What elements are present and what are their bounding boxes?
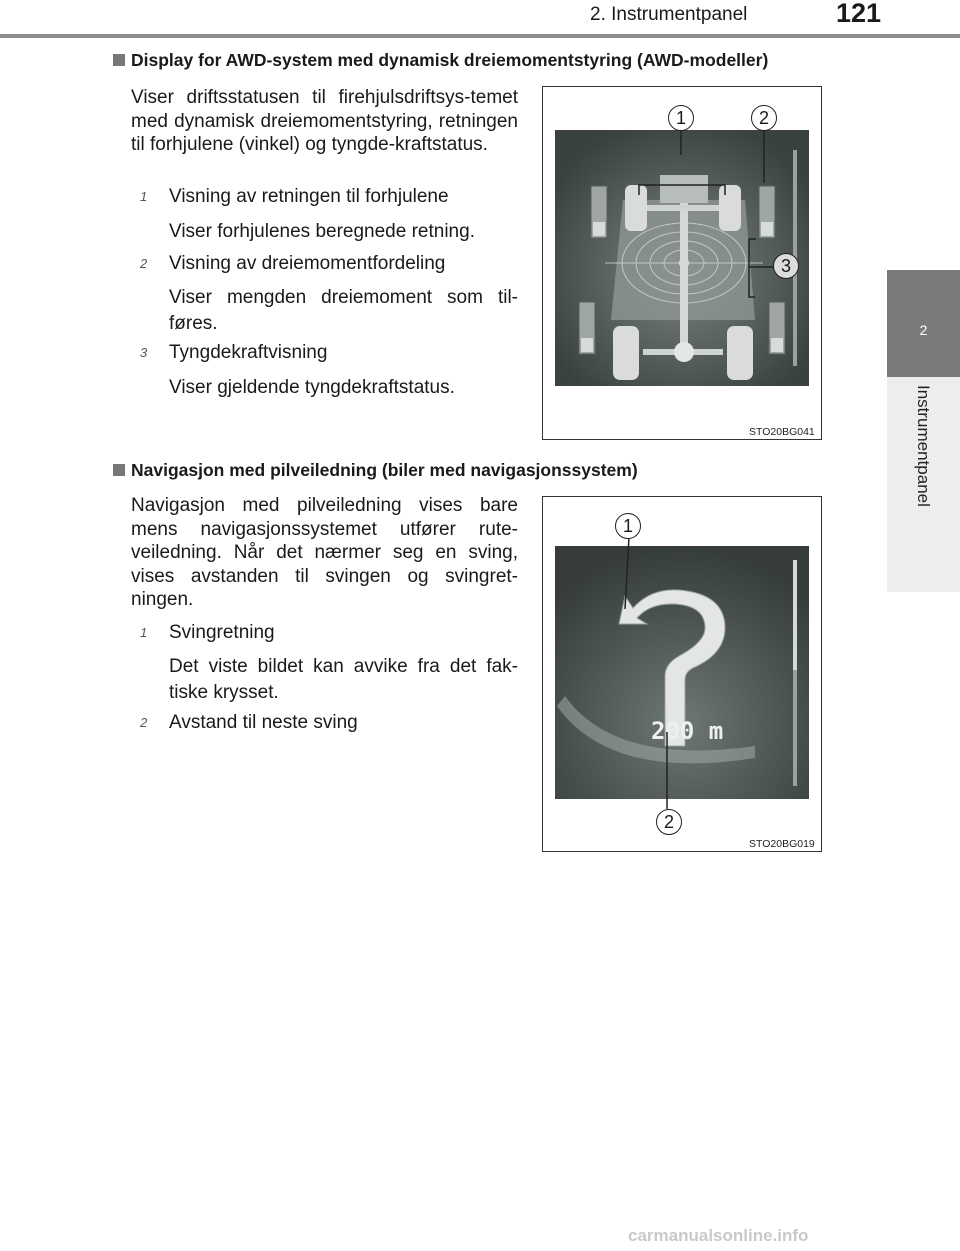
awd-item-2-desc: Viser mengden dreiemoment som til-føres.	[169, 287, 518, 334]
awd-item-3	[140, 342, 328, 364]
item-number: 2	[140, 256, 148, 271]
chapter-tab-label-area	[887, 377, 960, 592]
awd-item-2	[140, 253, 446, 275]
awd-item-1-desc: Viser forhjulenes beregnede retning.	[169, 221, 475, 242]
callout-2: 2	[656, 809, 682, 835]
item-number: 3	[140, 345, 148, 360]
nav-item-2	[140, 712, 358, 734]
section-heading-awd: Display for AWD-system med dynamisk dreiemomentstyring (AWD-modeller)	[113, 50, 768, 71]
nav-intro-paragraph: Navigasjon med pilveiledning vises bare mens navigasjonssystemet utfører rute-veiledning. Når det nærmer seg en sving, vises avstanden til svingen og svingret-ningen.	[131, 495, 518, 610]
header-divider	[0, 34, 960, 38]
chapter-tab	[887, 270, 960, 377]
item-label: Visning av dreiemomentfordeling	[169, 253, 446, 274]
chapter-number: 2	[919, 322, 928, 338]
navigation-display-figure	[542, 496, 822, 852]
item-number: 1	[140, 189, 148, 204]
footer-watermark: carmanualsonline.info	[628, 1226, 809, 1245]
item-number: 2	[140, 715, 148, 730]
item-label: Svingretning	[169, 622, 275, 643]
item-number: 1	[140, 625, 148, 640]
page-number: 121	[836, 0, 882, 28]
awd-intro-paragraph: Viser driftsstatusen til firehjulsdriftsys-temet med dynamisk dreiemomentstyring, retningen til forhjulene (vinkel) og tyngde-kraftstatus.	[131, 87, 518, 155]
callout-1: 1	[615, 513, 641, 539]
navigation-callout-lines	[543, 497, 821, 851]
chapter-label: Instrumentpanel	[914, 385, 933, 507]
item-label: Tyngdekraftvisning	[169, 342, 328, 363]
nav-item-1-desc: Det viste bildet kan avvike fra det fak-tiske krysset.	[169, 656, 518, 703]
page-header-title: 2. Instrumentpanel	[590, 4, 748, 25]
distance-label: 200 m	[651, 717, 724, 745]
awd-item-3-desc: Viser gjeldende tyngdekraftstatus.	[169, 377, 455, 398]
figure-code: STO20BG019	[749, 838, 815, 850]
square-bullet-icon	[113, 464, 125, 476]
nav-item-1	[140, 622, 275, 644]
awd-item-1	[140, 186, 449, 208]
awd-display-figure	[542, 86, 822, 440]
callout-3: 3	[773, 253, 799, 279]
callout-1: 1	[668, 105, 694, 131]
item-label: Visning av retningen til forhjulene	[169, 186, 449, 207]
section-heading-navigation: Navigasjon med pilveiledning (biler med navigasjonssystem)	[113, 460, 638, 481]
item-label: Avstand til neste sving	[169, 712, 358, 733]
square-bullet-icon	[113, 54, 125, 66]
callout-2: 2	[751, 105, 777, 131]
figure-code: STO20BG041	[749, 426, 815, 438]
